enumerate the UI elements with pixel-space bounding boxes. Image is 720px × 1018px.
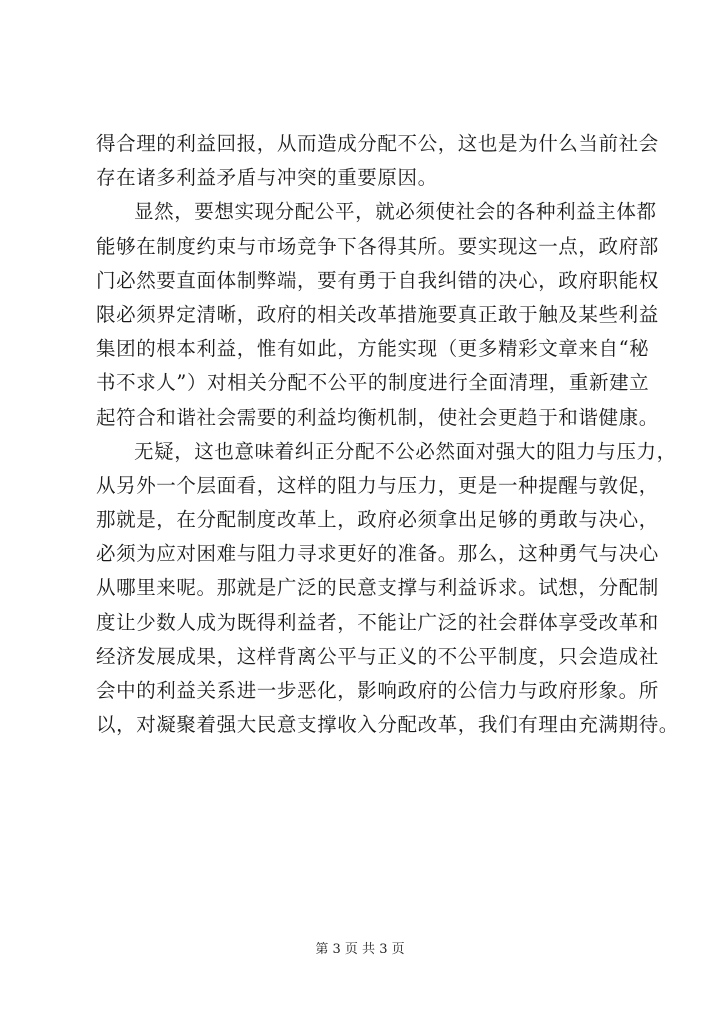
text-line: 必须为应对困难与阻力寻求更好的准备。那么，这种勇气与决心 <box>96 542 659 566</box>
text-line: 集团的根本利益，惟有如此，方能实现（更多精彩文章来自“秘 <box>96 337 650 361</box>
text-line: 从哪里来呢。那就是广泛的民意支撑与利益诉求。试想，分配制 <box>96 576 659 600</box>
text-line: 书不求人”）对相关分配不公平的制度进行全面清理，重新建立 <box>96 371 650 395</box>
text-line: 从另外一个层面看，这样的阻力与压力，更是一种提醒与敦促， <box>96 473 659 497</box>
text-line: 限必须界定清晰，政府的相关改革措施要真正敢于触及某些利益 <box>96 302 659 326</box>
text-line: 存在诸多利益矛盾与冲突的重要原因。 <box>96 166 438 190</box>
text-line: 起符合和谐社会需要的利益均衡机制，使社会更趋于和谐健康。 <box>96 405 659 429</box>
body-text <box>96 127 679 742</box>
paragraph-start-line: 显然，要想实现分配公平，就必须使社会的各种利益主体都 <box>134 200 657 224</box>
text-line: 门必然要直面体制弊端，要有勇于自我纠错的决心，政府职能权 <box>96 268 659 292</box>
text-line: 得合理的利益回报，从而造成分配不公，这也是为什么当前社会 <box>96 132 659 155</box>
paragraph-start-line: 无疑，这也意味着纠正分配不公必然面对强大的阻力与压力， <box>134 439 677 463</box>
page-number-footer: 第 3 页 共 3 页 <box>315 942 405 957</box>
text-line: 度让少数人成为既得利益者，不能让广泛的社会群体享受改革和 <box>96 610 659 634</box>
text-line: 能够在制度约束与市场竞争下各得其所。要实现这一点，政府部 <box>96 234 659 258</box>
text-line: 以，对凝聚着强大民意支撑收入分配改革，我们有理由充满期待。 <box>96 713 679 737</box>
text-line: 那就是，在分配制度改革上，政府必须拿出足够的勇敢与决心， <box>96 508 659 532</box>
text-line: 经济发展成果，这样背离公平与正义的不公平制度，只会造成社 <box>96 644 659 668</box>
text-line: 会中的利益关系进一步恶化，影响政府的公信力与政府形象。所 <box>96 679 659 702</box>
